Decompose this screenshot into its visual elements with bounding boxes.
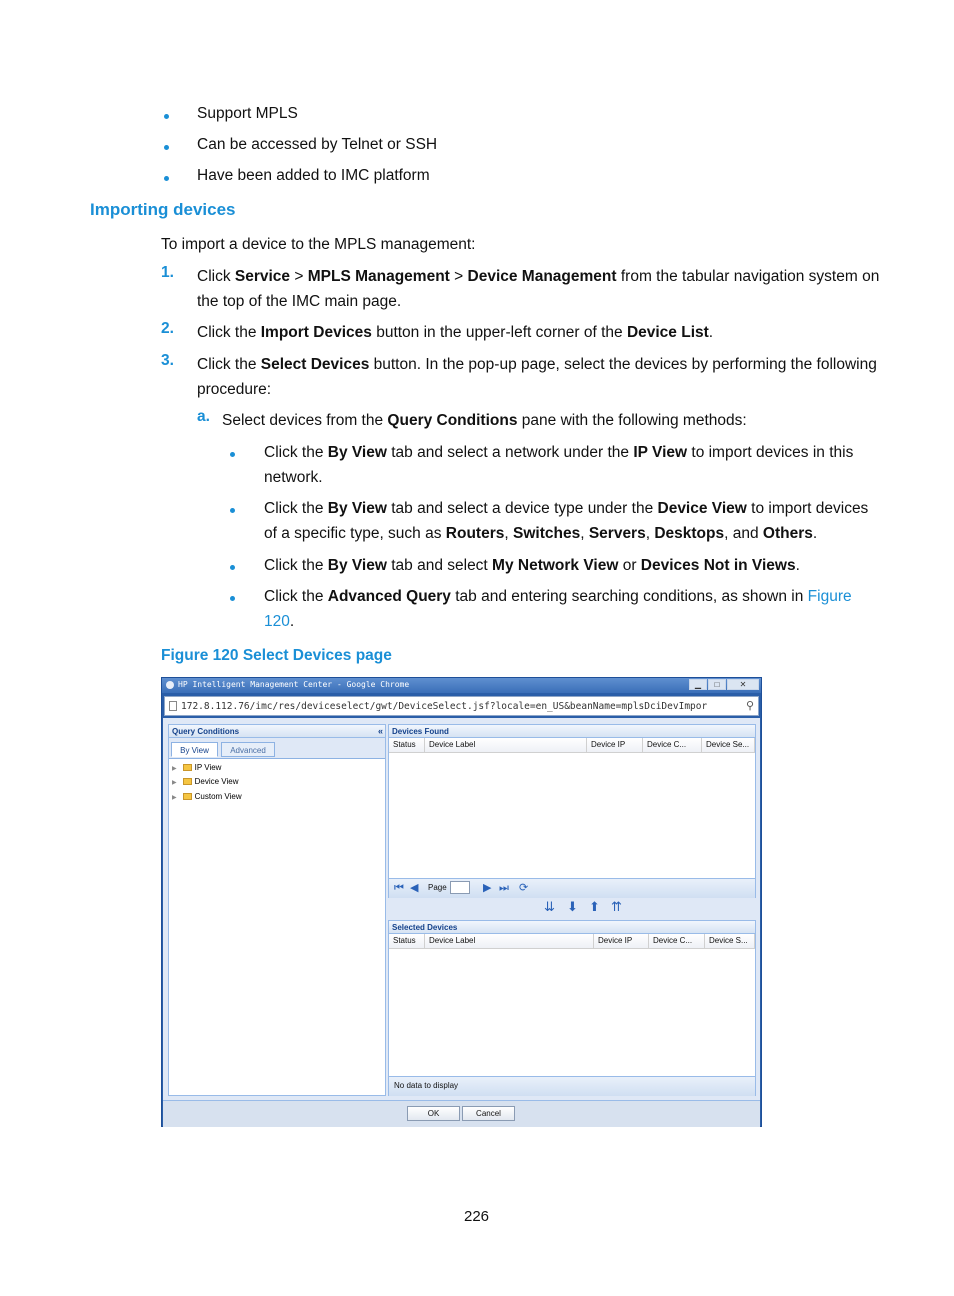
step-3-text: Click the Select Devices button. In the pop-up page, select the devices by performing the following <box>197 356 877 373</box>
selected-devices-panel <box>388 920 756 1096</box>
page-input[interactable] <box>450 881 470 894</box>
bullet-text: Have been added to IMC platform <box>197 167 430 184</box>
step-number: 2. <box>161 320 174 337</box>
move-down-icon[interactable]: ⬇ <box>567 899 578 914</box>
dialog-content <box>163 718 760 1126</box>
column-header[interactable]: Device Label <box>425 738 587 752</box>
chrome-icon <box>166 681 174 689</box>
tab-advanced[interactable]: Advanced <box>221 742 275 757</box>
bullet-text: Support MPLS <box>197 105 298 122</box>
folder-icon <box>183 764 192 771</box>
column-header[interactable]: Device IP <box>587 738 643 752</box>
title-bar <box>162 678 761 693</box>
devices-found-header: Devices Found <box>389 725 755 738</box>
column-header[interactable]: Device C... <box>649 934 705 948</box>
window-title: HP Intelligent Management Center - Google Chrome <box>178 680 410 689</box>
folder-icon <box>183 793 192 800</box>
selected-devices-columns <box>389 934 755 949</box>
tree-item-ip-view[interactable]: ▶ IP View <box>172 763 222 772</box>
query-conditions-panel <box>168 724 386 1096</box>
column-header[interactable]: Device IP <box>594 934 649 948</box>
bullet-dot <box>230 596 235 601</box>
url-text: 172.8.112.76/imc/res/deviceselect/gwt/DeviceSelect.jsf?locale=en_US&beanName=mplsDciDevImpor <box>181 701 708 712</box>
tree-item-device-view[interactable]: ▶ Device View <box>172 777 239 786</box>
sub-bullet-4: Click the Advanced Query tab and entering searching conditions, as shown in Figure <box>264 588 852 605</box>
maximize-button[interactable]: □ <box>708 679 726 690</box>
bullet-text: Can be accessed by Telnet or SSH <box>197 136 438 153</box>
step-1-line2: the top of the IMC main page. <box>197 293 402 310</box>
page-label: Page <box>428 883 447 892</box>
expand-icon[interactable]: ▶ <box>172 795 177 801</box>
sub-bullet-4-line2: 120. <box>264 613 295 630</box>
search-icon[interactable]: ⚲ <box>745 700 754 712</box>
intro-text: To import a device to the MPLS management: <box>161 236 476 253</box>
move-all-down-icon[interactable]: ⇊ <box>544 899 555 914</box>
figure-caption: Figure 120 Select Devices page <box>161 647 392 664</box>
no-data-text: No data to display <box>394 1081 459 1090</box>
page-icon <box>169 701 177 711</box>
sub-bullet-2-line2: of a specific type, such as Routers, Switches, Servers, Desktops, and Others. <box>264 525 818 542</box>
status-bar <box>389 1076 755 1096</box>
page-number: 226 <box>464 1208 490 1225</box>
sub-bullet-2: Click the By View tab and select a device type under the Device View to import devices <box>264 500 869 517</box>
expand-icon[interactable]: ▶ <box>172 780 177 786</box>
step-number: 3. <box>161 352 174 369</box>
step-2-text: Click the Import Devices button in the upper-left corner of the Device List. <box>197 324 714 341</box>
refresh-icon[interactable]: ⟳ <box>519 882 529 894</box>
paging-bar <box>389 878 755 898</box>
collapse-icon[interactable]: « <box>377 726 383 736</box>
substep-letter: a. <box>197 408 210 425</box>
figure-link[interactable]: Figure <box>807 588 852 605</box>
step-number: 1. <box>161 264 174 281</box>
step-3-line2: procedure: <box>197 381 272 398</box>
bullet-dot <box>230 565 235 570</box>
column-header[interactable]: Device C... <box>643 738 702 752</box>
bullet-dot <box>164 114 169 119</box>
sub-bullet-1-line2: network. <box>264 469 323 486</box>
browser-window <box>161 677 762 1127</box>
bullet-dot <box>230 452 235 457</box>
bullet-dot <box>164 176 169 181</box>
sub-bullet-1: Click the By View tab and select a network under the IP View to import devices in this <box>264 444 854 461</box>
prev-page-icon[interactable]: ◀ <box>410 882 419 894</box>
selected-devices-header: Selected Devices <box>389 921 755 934</box>
last-page-icon[interactable]: ⏭ <box>499 882 509 894</box>
column-header[interactable]: Device S... <box>705 934 755 948</box>
column-header[interactable]: Status <box>389 934 425 948</box>
substep-a-text: Select devices from the Query Conditions pane with the following methods: <box>222 412 747 429</box>
tree-item-custom-view[interactable]: ▶ Custom View <box>172 792 242 801</box>
bullet-dot <box>164 145 169 150</box>
column-header[interactable]: Status <box>389 738 425 752</box>
step-1-text: Click Service > MPLS Management > Device Management from the tabular navigation system on <box>197 268 880 285</box>
move-up-icon[interactable]: ⬆ <box>589 899 600 914</box>
expand-icon[interactable]: ▶ <box>172 766 177 772</box>
next-page-icon[interactable]: ▶ <box>483 882 492 894</box>
address-bar[interactable] <box>164 696 759 716</box>
ok-button[interactable]: OK <box>407 1106 460 1121</box>
close-button[interactable]: ✕ <box>727 679 759 690</box>
first-page-icon[interactable]: ⏮ <box>394 882 404 894</box>
cancel-button[interactable]: Cancel <box>462 1106 515 1121</box>
column-header[interactable]: Device Se... <box>702 738 755 752</box>
move-all-up-icon[interactable]: ⇈ <box>611 899 622 914</box>
minimize-button[interactable]: ▁ <box>689 679 707 690</box>
devices-found-columns <box>389 738 755 753</box>
devices-found-panel <box>388 724 756 898</box>
section-heading: Importing devices <box>90 200 236 219</box>
folder-icon <box>183 778 192 785</box>
figure-link[interactable]: 120 <box>264 613 290 630</box>
tab-by-view[interactable]: By View <box>171 742 218 757</box>
sub-bullet-3: Click the By View tab and select My Network View or Devices Not in Views. <box>264 557 800 574</box>
bullet-dot <box>230 508 235 513</box>
query-conditions-header: Query Conditions « <box>169 725 385 738</box>
column-header[interactable]: Device Label <box>425 934 594 948</box>
